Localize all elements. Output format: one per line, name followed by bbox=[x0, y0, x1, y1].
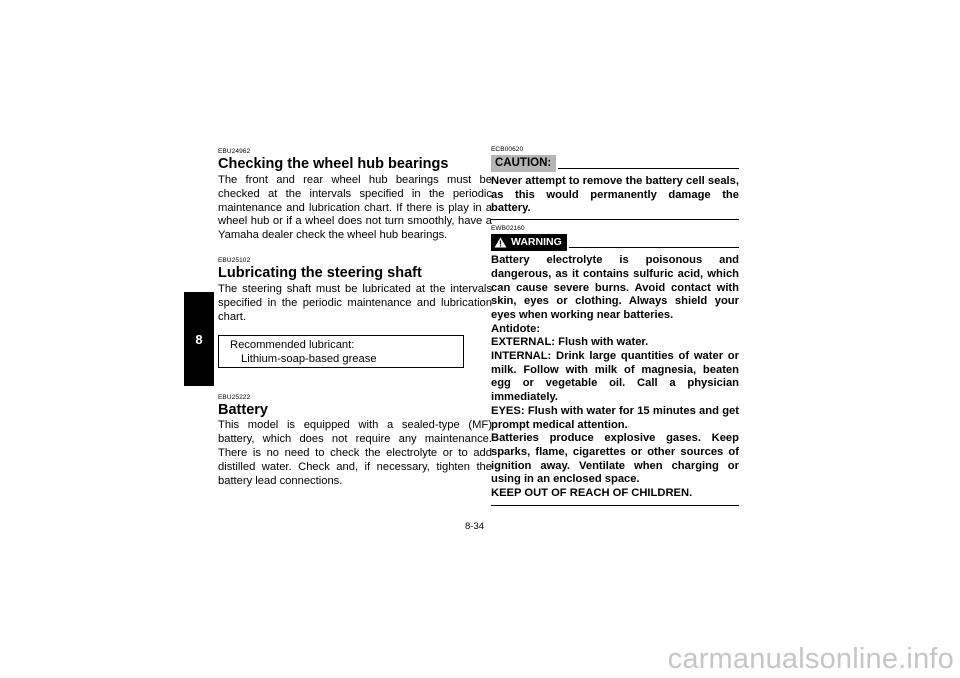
warning-text-2: Antidote: bbox=[491, 322, 541, 335]
section-tab bbox=[184, 292, 214, 386]
caution-text: Never attempt to remove the battery cell seals, as this would permanently damage the battery. bbox=[491, 175, 739, 215]
right-column bbox=[491, 146, 739, 506]
caution-notice bbox=[491, 146, 739, 220]
wheel-hub-section bbox=[218, 148, 492, 243]
section-heading: Battery bbox=[218, 402, 268, 419]
steering-shaft-section bbox=[218, 257, 492, 368]
warning-text-5: EYES: Flush with water for 15 minutes and get prompt medical attention. bbox=[491, 404, 739, 431]
lubricant-box bbox=[218, 335, 464, 368]
warning-text-7: KEEP OUT OF REACH OF CHILDREN. bbox=[491, 487, 693, 500]
warning-text-3: EXTERNAL: Flush with water. bbox=[491, 336, 649, 349]
warning-text-4: INTERNAL: Drink large quantities of water or milk. Follow with milk of magnesia, beaten egg or vegetable oil. Call a physician immediately. bbox=[491, 350, 739, 404]
warning-text-1: Battery electrolyte is poisonous and dangerous, as it contains sulfuric acid, which can cause severe burns. Avoid contact with skin, eyes or clothing. Always shield your eyes when working near batteries. bbox=[491, 254, 739, 321]
warning-triangle-icon bbox=[494, 237, 507, 248]
warning-notice bbox=[491, 225, 739, 506]
section-code: EBU25222 bbox=[218, 394, 251, 402]
caution-label: CAUTION: bbox=[491, 155, 556, 172]
page-number: 8-34 bbox=[465, 521, 485, 532]
warning-label: WARNING bbox=[511, 236, 562, 249]
header-rule bbox=[569, 238, 739, 248]
section-body: The front and rear wheel hub bearings must be checked at the intervals specified in the periodic maintenance and lubrication chart. If there is play in a wheel hub or if a wheel does not turn smoothly, have a Yamaha dealer check the wheel hub bearings. bbox=[218, 174, 492, 242]
lubricant-value: Lithium-soap-based grease bbox=[241, 352, 377, 365]
section-tab-number: 8 bbox=[195, 331, 203, 347]
watermark: carmanualsonline.info bbox=[667, 643, 954, 675]
section-body: The steering shaft must be lubricated at the intervals specified in the periodic maintenance and lubrication chart. bbox=[218, 282, 492, 323]
section-body: This model is equipped with a sealed-type (MF) battery, which does not require any maintenance. There is no need to check the electrolyte or to add distilled water. Check and, if necessary, tighten the battery lead connections. bbox=[218, 419, 492, 487]
warning-badge bbox=[491, 234, 567, 251]
warning-text-6: Batteries produce explosive gases. Keep sparks, flame, cigarettes or other sources of ignition away. Ventilate when charging or using in an enclosed space. bbox=[491, 432, 739, 486]
section-heading: Lubricating the steering shaft bbox=[218, 264, 422, 281]
lubricant-label: Recommended lubricant: bbox=[230, 339, 355, 352]
warning-header bbox=[491, 234, 739, 251]
notice-code: ECB00620 bbox=[491, 146, 524, 153]
section-heading: Checking the wheel hub bearings bbox=[218, 156, 449, 172]
section-code: EBU24962 bbox=[218, 148, 251, 155]
caution-header bbox=[491, 155, 739, 172]
section-code: EBU25102 bbox=[218, 256, 251, 264]
battery-section bbox=[218, 394, 492, 488]
left-column bbox=[218, 148, 492, 502]
notice-code: EWB02160 bbox=[491, 225, 525, 233]
header-rule bbox=[558, 159, 739, 169]
